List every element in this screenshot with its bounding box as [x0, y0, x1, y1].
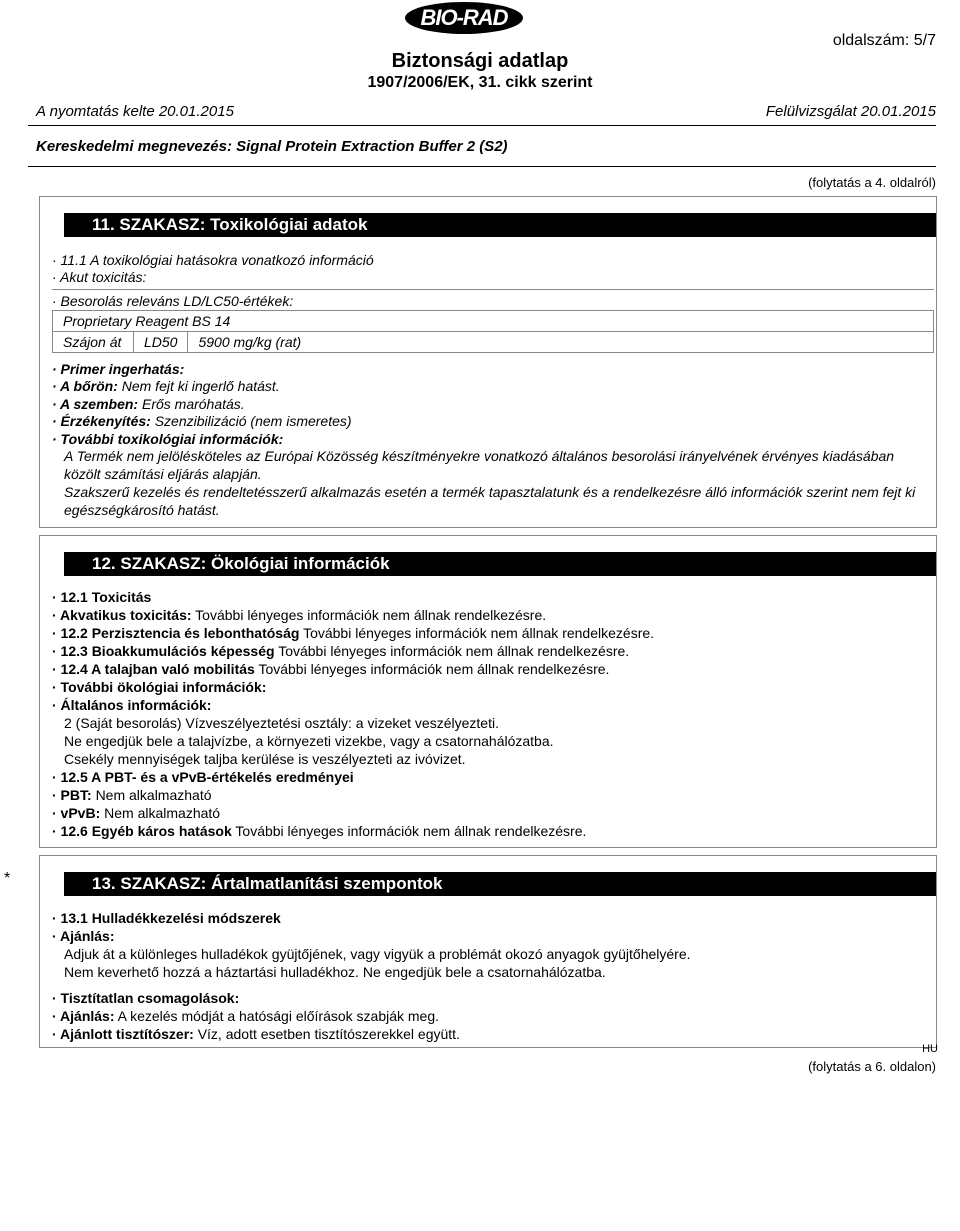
- s13-methods: · 13.1 Hulladékkezelési módszerek: [52, 910, 281, 926]
- s11-line-info: · 11.1 A toxikológiai hatásokra vonatkozó információ: [52, 252, 374, 268]
- s13-rec-1: Adjuk át a különleges hulladékok gyüjtőjének, vagy vigyük a problémát okozó anyagok gyüjtőhelyére.: [64, 946, 691, 962]
- s12-mobility: · 12.4 A talajban való mobilitás További lényeges információk nem állnak rendelkezésre.: [52, 661, 610, 677]
- section-11-heading: 11. SZAKASZ: Toxikológiai adatok: [64, 213, 936, 237]
- bio-rad-logo: BIO-RAD: [405, 2, 523, 34]
- revision-marker: *: [4, 870, 11, 887]
- s12-other-effects: · 12.6 Egyéb káros hatások További lényeges információk nem állnak rendelkezésre.: [52, 823, 587, 839]
- s11-para-2: Szakszerű kezelés és rendeltetésszerű alkalmazás esetén a termék tapasztalatunk és a rendelkezésre álló információk szerint nem fejt ki egészségkárosító hatást.: [64, 484, 916, 518]
- s12-general-1: 2 (Saját besorolás) Vízveszélyeztetési osztály: a vizeket veszélyezteti.: [64, 715, 499, 731]
- s12-persistence: · 12.2 Perzisztencia és lebonthatóság További lényeges információk nem állnak rendelkezésre.: [52, 625, 655, 641]
- ld50-type: LD50: [134, 332, 188, 353]
- ld50-value: 5900 mg/kg (rat): [188, 332, 934, 353]
- trade-name: Kereskedelmi megnevezés: Signal Protein Extraction Buffer 2 (S2): [36, 138, 508, 155]
- document-title: Biztonsági adatlap: [391, 50, 569, 72]
- s12-pbt: · PBT: Nem alkalmazható: [52, 787, 212, 803]
- s12-eco-more: · További ökológiai információk:: [52, 679, 267, 695]
- revision-date: Felülvizsgálat 20.01.2015: [765, 103, 936, 120]
- ld50-route: Szájon át: [53, 332, 134, 353]
- section-12: [39, 535, 937, 848]
- s12-general-3: Csekély mennyiségek taljba kerülése is veszélyezteti az ivóvizet.: [64, 751, 466, 767]
- s12-toxicity: · 12.1 Toxicitás: [52, 589, 152, 605]
- s11-eye: · A szemben: Erős maróhatás.: [52, 396, 245, 412]
- s11-skin: · A bőrön: Nem fejt ki ingerlő hatást.: [52, 378, 280, 394]
- print-date: A nyomtatás kelte 20.01.2015: [36, 103, 234, 120]
- s13-cleaning: · Ajánlott tisztítószer: Víz, adott esetben tisztítószerekkel együtt.: [52, 1026, 460, 1042]
- s11-para-1: A Termék nem jelölésköteles az Európai Közösség készítményekre vonatkozó általános besorolási irányelvének érvényes kiadásában közölt számítási eljárás alapján.: [64, 448, 895, 482]
- ld50-substance: Proprietary Reagent BS 14: [53, 311, 934, 332]
- language-code: HU: [922, 1043, 938, 1055]
- section-11: [39, 196, 937, 528]
- header-divider: [28, 125, 936, 126]
- section-12-heading: 12. SZAKASZ: Ökológiai információk: [64, 552, 936, 576]
- s12-vpvb: · vPvB: Nem alkalmazható: [52, 805, 221, 821]
- section-13: [39, 855, 937, 1048]
- continued-from: (folytatás a 4. oldalról): [808, 175, 936, 190]
- section-13-heading: 13. SZAKASZ: Ártalmatlanítási szempontok: [64, 872, 936, 896]
- s11-more-info: · További toxikológiai információk:: [52, 431, 284, 447]
- s12-general: · Általános információk:: [52, 697, 212, 713]
- s12-bioaccumulation: · 12.3 Bioakkumulációs képesség További lényeges információk nem állnak rendelkezésre.: [52, 643, 630, 659]
- ld50-table: [52, 310, 934, 353]
- header-divider-2: [28, 166, 936, 167]
- s11-table-top: [52, 289, 934, 290]
- s11-sensitization: · Érzékenyítés: Szenzibilizáció (nem ismeretes): [52, 413, 352, 429]
- s13-recommendation: · Ajánlás:: [52, 928, 115, 944]
- s12-aquatic: · Akvatikus toxicitás: További lényeges információk nem állnak rendelkezésre.: [52, 607, 547, 623]
- s13-rec-b: · Ajánlás: A kezelés módját a hatósági előírások szabják meg.: [52, 1008, 440, 1024]
- document-subtitle: 1907/2006/EK, 31. cikk szerint: [367, 74, 593, 91]
- s11-classification: · Besorolás releváns LD/LC50-értékek:: [52, 293, 294, 309]
- page-number: oldalszám: 5/7: [832, 32, 936, 49]
- continued-to: (folytatás a 6. oldalon): [808, 1059, 936, 1074]
- s11-acute-tox: · Akut toxicitás:: [52, 269, 147, 285]
- s11-primary: · Primer ingerhatás:: [52, 361, 185, 377]
- s13-rec-2: Nem keverhető hozzá a háztartási hulladékhoz. Ne engedjük bele a csatornahálózatba.: [64, 964, 606, 980]
- s13-packaging: · Tisztítatlan csomagolások:: [52, 990, 240, 1006]
- s12-pbt-head: · 12.5 A PBT- és a vPvB-értékelés eredményei: [52, 769, 354, 785]
- s12-general-2: Ne engedjük bele a talajvízbe, a környezeti vizekbe, vagy a csatornahálózatba.: [64, 733, 554, 749]
